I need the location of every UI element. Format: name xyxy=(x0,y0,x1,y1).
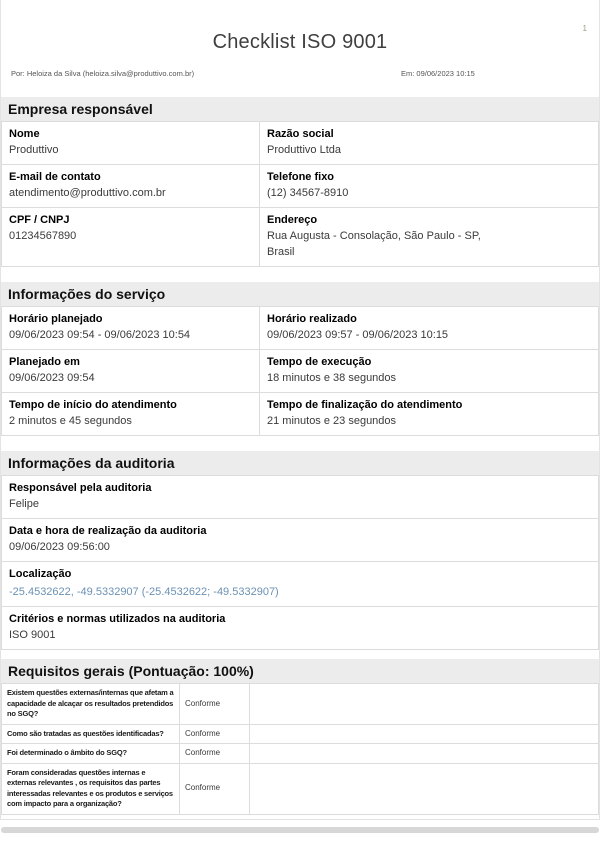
field-value: (12) 34567-8910 xyxy=(267,187,349,199)
table-row xyxy=(2,476,599,519)
comment-cell xyxy=(250,684,599,725)
table-row xyxy=(2,208,599,267)
field-cell xyxy=(2,350,260,393)
question-cell xyxy=(2,763,180,814)
date-meta: Em: 09/06/2023 10:15 xyxy=(401,69,475,78)
answer-cell xyxy=(180,744,250,764)
field-value: 18 minutos e 38 segundos xyxy=(267,372,397,384)
field-value: 09/06/2023 09:54 - 09/06/2023 10:54 xyxy=(9,329,191,341)
field-label: Tempo de finalização do atendimento xyxy=(267,399,463,411)
field-label: Razão social xyxy=(267,128,334,140)
field-label: Telefone fixo xyxy=(267,171,335,183)
section-header-requirements: Requisitos gerais (Pontuação: 100%) xyxy=(1,659,599,683)
field-label: Critérios e normas utilizados na auditoria xyxy=(9,613,226,625)
answer-text: Conforme xyxy=(185,728,221,738)
table-row xyxy=(2,684,599,725)
table-row xyxy=(2,607,599,650)
field-cell xyxy=(260,350,599,393)
field-value: 01234567890 xyxy=(9,230,77,242)
requirements-table xyxy=(1,683,599,815)
page-number: 1 xyxy=(582,24,587,33)
table-row xyxy=(2,350,599,393)
answer-cell xyxy=(180,724,250,744)
table-row xyxy=(2,519,599,562)
field-value: Felipe xyxy=(9,498,39,510)
table-row xyxy=(2,724,599,744)
question-text: Como são tratadas as questões identificadas? xyxy=(7,728,164,738)
comment-cell xyxy=(250,763,599,814)
table-row xyxy=(2,165,599,208)
question-text: Foi determinado o âmbito do SGQ? xyxy=(7,748,127,757)
field-label: Endereço xyxy=(267,214,318,226)
field-label: Tempo de início do atendimento xyxy=(9,399,177,411)
field-cell xyxy=(2,165,260,208)
field-cell xyxy=(260,122,599,165)
field-label: Horário planejado xyxy=(9,313,103,325)
field-value: 2 minutos e 45 segundos xyxy=(9,415,132,427)
answer-text: Conforme xyxy=(185,698,221,708)
field-cell xyxy=(2,208,260,267)
field-cell xyxy=(2,607,599,650)
table-row xyxy=(2,307,599,350)
field-value: atendimento@produttivo.com.br xyxy=(9,187,166,199)
comment-cell xyxy=(250,724,599,744)
service-table xyxy=(1,306,599,436)
question-cell xyxy=(2,684,180,725)
field-cell xyxy=(2,562,599,607)
field-label: Nome xyxy=(9,128,40,140)
report-title: Checklist ISO 9001 xyxy=(212,31,388,53)
section-header-company: Empresa responsável xyxy=(1,97,599,121)
field-cell xyxy=(260,307,599,350)
table-row xyxy=(2,393,599,436)
field-label: CPF / CNPJ xyxy=(9,214,70,226)
field-label: Responsável pela auditoria xyxy=(9,482,152,494)
field-label: Horário realizado xyxy=(267,313,357,325)
table-row xyxy=(2,763,599,814)
question-cell xyxy=(2,744,180,764)
field-value: 09/06/2023 09:54 xyxy=(9,372,95,384)
comment-cell xyxy=(250,744,599,764)
section-header-service: Informações do serviço xyxy=(1,282,599,306)
table-row xyxy=(2,122,599,165)
table-row xyxy=(2,744,599,764)
section-header-audit: Informações da auditoria xyxy=(1,451,599,475)
page-separator-bar xyxy=(1,827,599,833)
field-value: 09/06/2023 09:56:00 xyxy=(9,541,110,553)
field-cell xyxy=(260,165,599,208)
field-cell xyxy=(2,393,260,436)
field-label: E-mail de contato xyxy=(9,171,101,183)
field-value: Rua Augusta - Consolação, São Paulo - SP, Brasil xyxy=(267,230,481,258)
field-cell xyxy=(2,307,260,350)
audit-table xyxy=(1,475,599,650)
author-meta: Por: Heloiza da Silva (heloiza.silva@produttivo.com.br) xyxy=(11,69,195,78)
report-meta xyxy=(1,69,599,81)
audit-location-link[interactable]: -25.4532622, -49.5332907 (-25.4532622; -49.5332907) xyxy=(9,586,279,598)
field-cell xyxy=(2,476,599,519)
question-text: Foram consideradas questões internas e externas relevantes , os requisitos das partes interessadas relevantes e os produtos e serviços com impacto para a organização? xyxy=(7,767,173,808)
company-table xyxy=(1,121,599,267)
question-cell xyxy=(2,724,180,744)
field-label: Planejado em xyxy=(9,356,80,368)
field-cell xyxy=(260,393,599,436)
field-label: Data e hora de realização da auditoria xyxy=(9,525,207,537)
field-cell xyxy=(2,519,599,562)
field-value: 21 minutos e 23 segundos xyxy=(267,415,397,427)
answer-text: Conforme xyxy=(185,748,221,757)
field-cell xyxy=(260,208,599,267)
field-value: Produttivo xyxy=(9,144,59,156)
answer-text: Conforme xyxy=(185,783,221,793)
field-label: Localização xyxy=(9,568,72,580)
field-value: 09/06/2023 09:57 - 09/06/2023 10:15 xyxy=(267,329,449,341)
field-cell xyxy=(2,122,260,165)
table-row xyxy=(2,562,599,607)
answer-cell xyxy=(180,684,250,725)
question-text: Existem questões externas/internas que afetam a capacidade de alcaçar os resultados pretendidos no SGQ? xyxy=(7,688,174,718)
field-label: Tempo de execução xyxy=(267,356,372,368)
field-value: Produttivo Ltda xyxy=(267,144,341,156)
answer-cell xyxy=(180,763,250,814)
field-value: ISO 9001 xyxy=(9,629,56,641)
